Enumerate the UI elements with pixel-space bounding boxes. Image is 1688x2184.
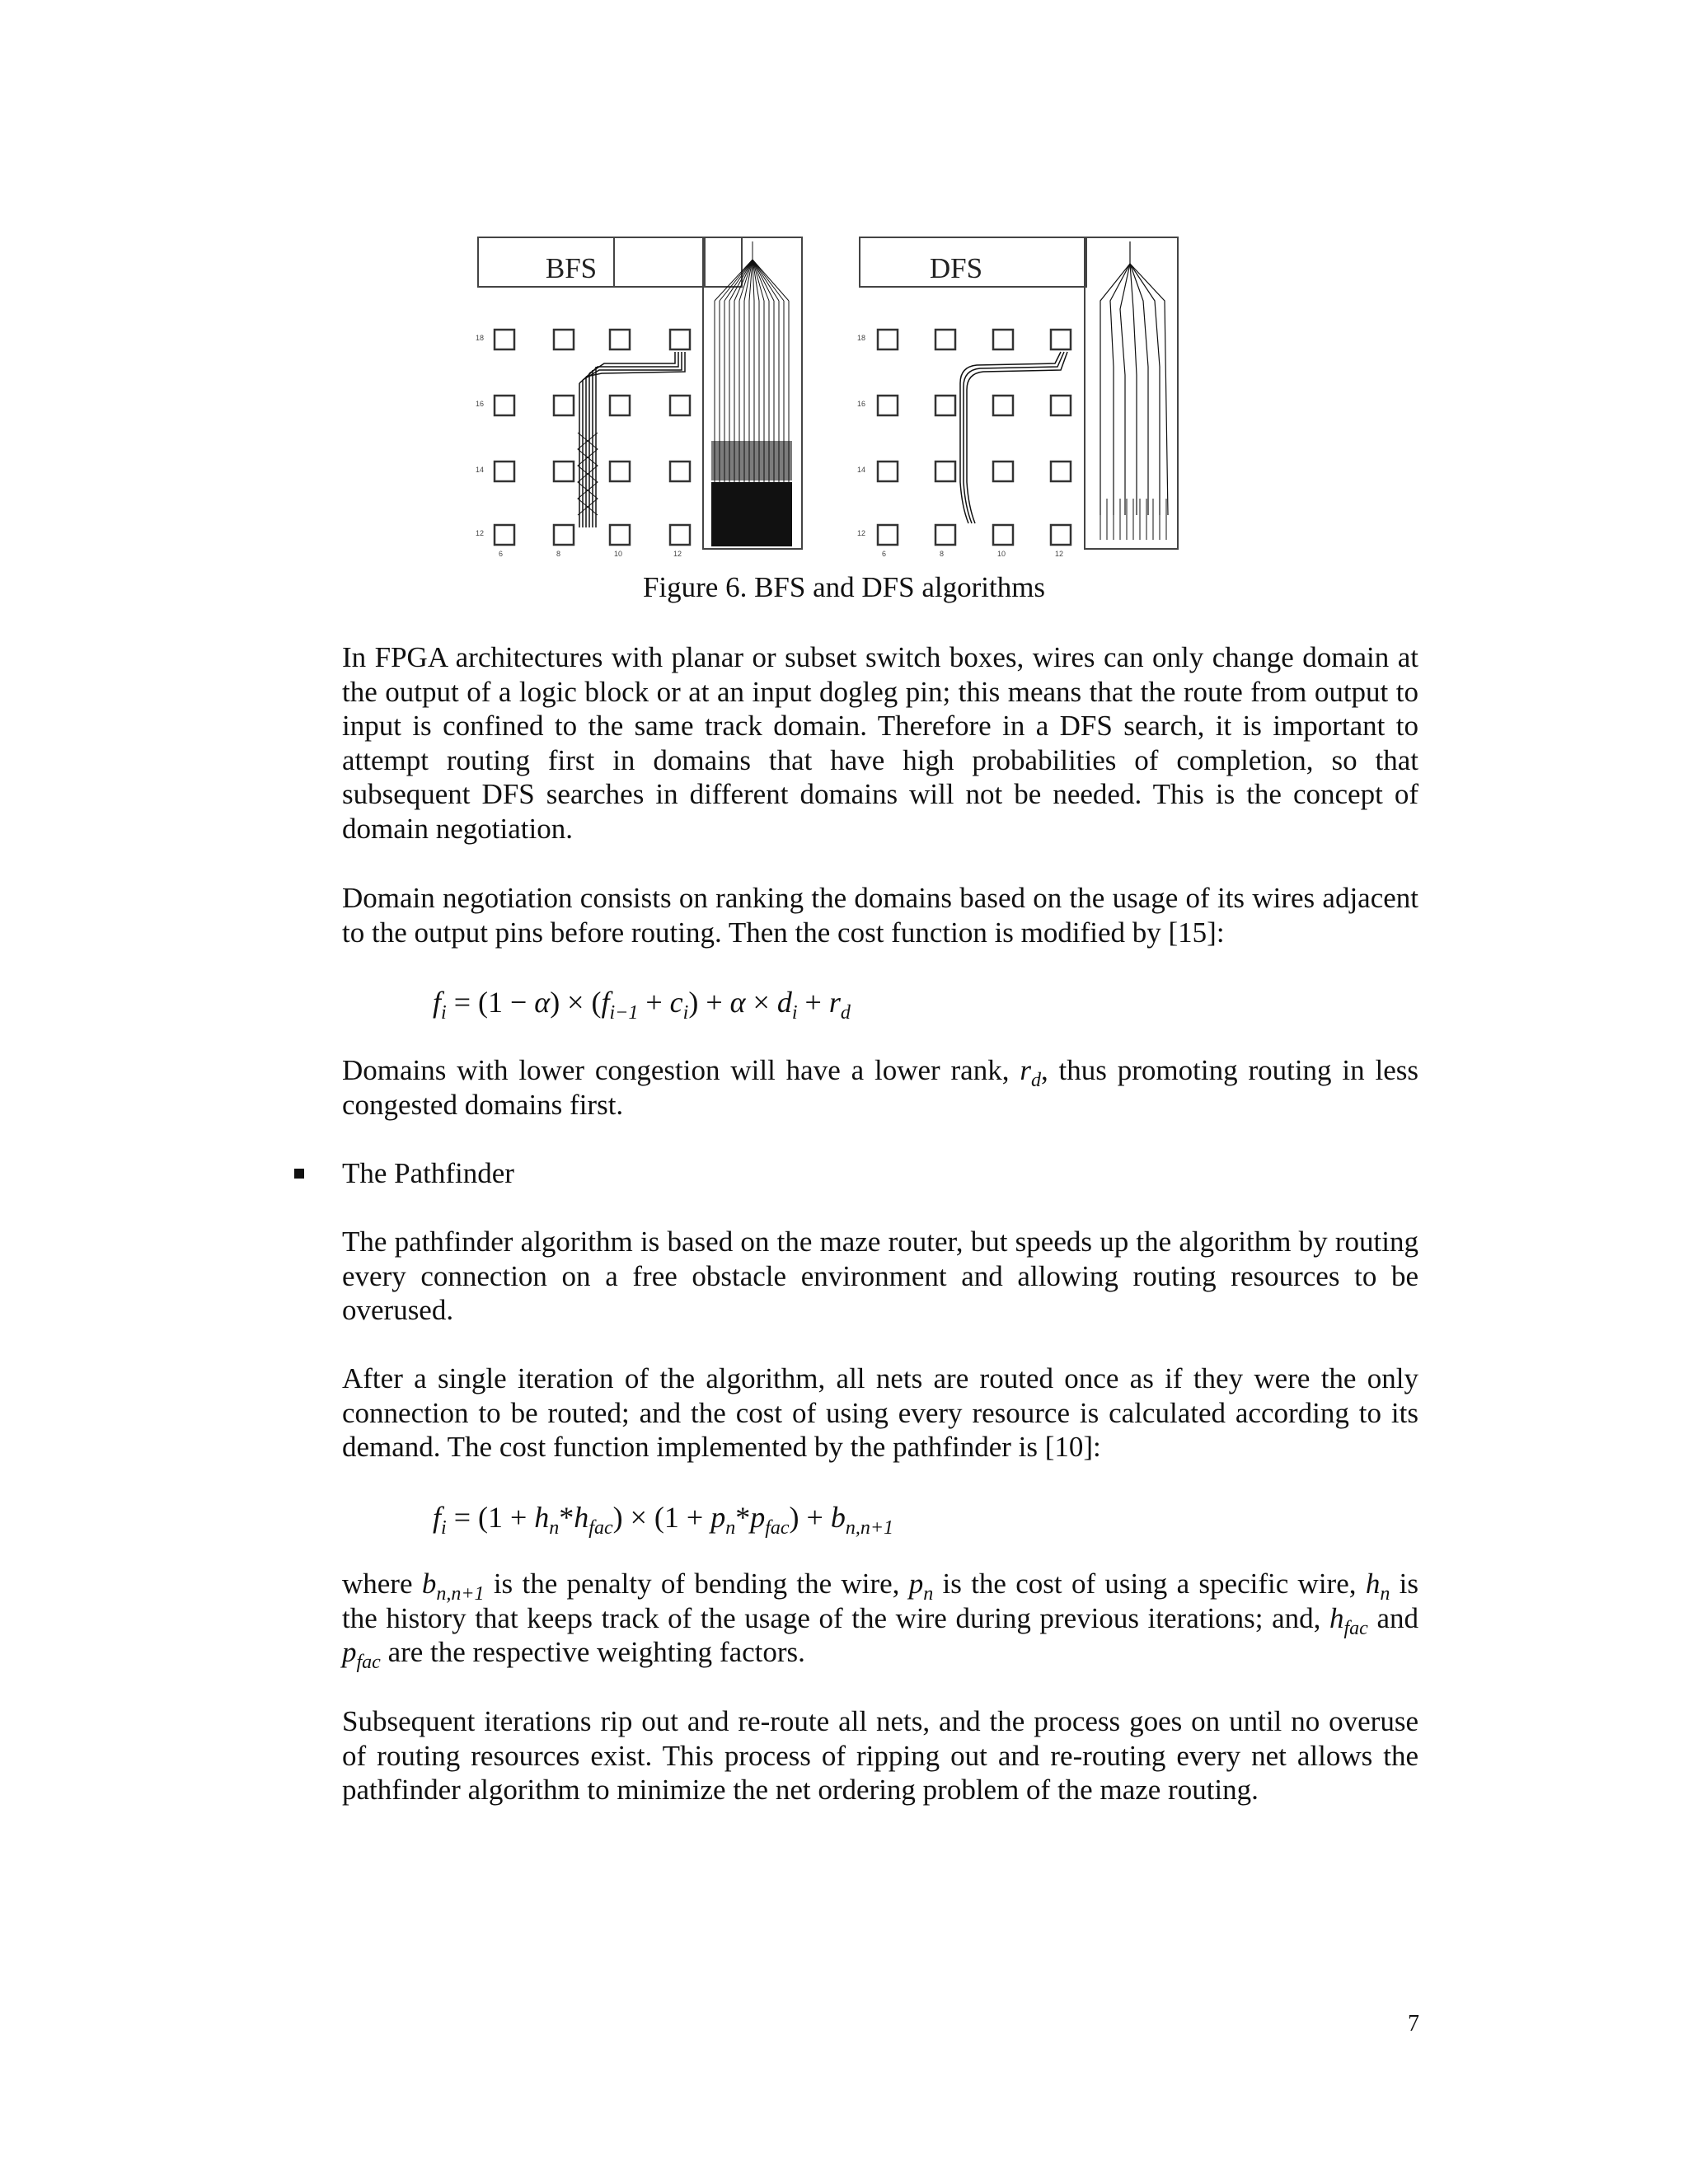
x-tick: 10	[614, 550, 623, 556]
paragraph-pathfinder-intro: The pathfinder algorithm is based on the maze router, but speeds up the algorithm by routing every connection on a free obstacle environment and allowing routing resources to be overused.	[342, 1226, 1418, 1327]
y-tick: 18	[476, 334, 485, 342]
x-tick: 8	[556, 550, 561, 556]
x-tick: 8	[940, 550, 945, 556]
equation-pathfinder-cost: $f_i = (1 + h_n*h_{fac}) \times (1 + p_n*p_{fac}) + b_{n,n+1}$	[433, 1501, 894, 1540]
paragraph-iterations: Subsequent iterations rip out and re-route all nets, and the process goes on until no overuse of routing resources exist. This process of ripping out and re-routing every net allows the pathfinder algorithm to minimize the net ordering problem of the maze routing.	[342, 1705, 1418, 1807]
paragraph-domain-rank: Domains with lower congestion will have a lower rank, $r_d$, thus promoting routing in less congested domains first.	[342, 1054, 1418, 1121]
dfs-panel	[857, 237, 1178, 556]
bfs-dfs-figure	[474, 235, 1183, 556]
equation-domain-cost: $f_i = (1 - \alpha) \times (f_{i-1} + c_i) + \alpha \times d_i + r_d$	[433, 986, 851, 1024]
y-tick: 16	[857, 400, 866, 408]
x-tick: 10	[997, 550, 1006, 556]
x-tick: 6	[882, 550, 887, 556]
bullet-pathfinder: The Pathfinder	[342, 1157, 514, 1189]
bullet-marker	[294, 1169, 304, 1179]
page-number: 7	[1408, 2011, 1419, 2036]
paragraph-domain-intro: In FPGA architectures with planar or subset switch boxes, wires can only change domain at the output of a logic block or at an input dogleg pin; this means that the route from output to input is confined to the same track domain. Therefore in a DFS search, it is important to attempt routing first in domains that have high probabilities of completion, so that subsequent DFS searches in different domains will not be needed. This is the concept of domain negotiation.	[342, 641, 1418, 845]
x-tick: 12	[673, 550, 682, 556]
y-tick: 12	[476, 529, 485, 537]
bfs-panel	[476, 237, 802, 556]
y-tick: 12	[857, 529, 866, 537]
x-tick: 6	[499, 550, 504, 556]
y-tick: 14	[857, 466, 866, 474]
y-tick: 16	[476, 400, 485, 408]
bfs-label: BFS	[545, 252, 598, 284]
paragraph-variable-definitions: where $b_{n,n+1}$ is the penalty of bending the wire, $p_n$ is the cost of using a specific wire, $h_n$ is the history that keeps track of the usage of the wire during previous iterations; and, $h_{fac}$ and $p_{fac}$ are the respective weighting factors.	[342, 1568, 1418, 1674]
paragraph-pathfinder-iteration: After a single iteration of the algorithm, all nets are routed once as if they were the only connection to be routed; and the cost of using every resource is calculated according to its demand. The cost function implemented by the pathfinder is [10]:	[342, 1362, 1418, 1464]
y-tick: 18	[857, 334, 866, 342]
paragraph-domain-negotiation: Domain negotiation consists on ranking the domains based on the usage of its wires adjacent to the output pins before routing. Then the cost function is modified by [15]:	[342, 882, 1418, 949]
x-tick: 12	[1055, 550, 1064, 556]
dfs-label: DFS	[929, 252, 983, 284]
figure-caption: Figure 6. BFS and DFS algorithms	[642, 571, 1046, 603]
y-tick: 14	[476, 466, 485, 474]
